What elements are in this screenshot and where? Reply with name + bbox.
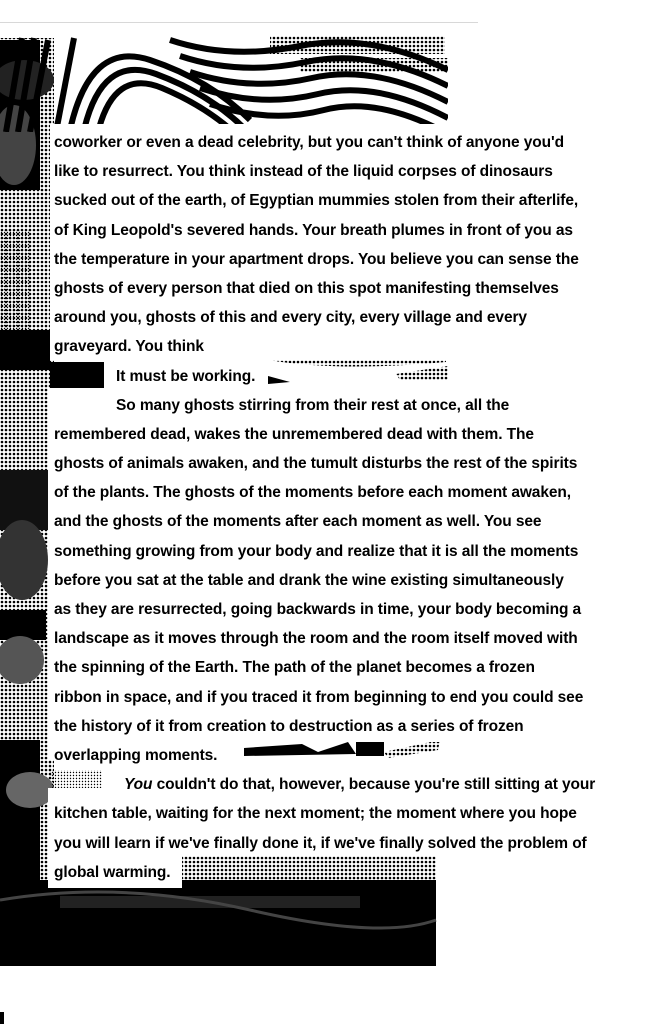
text-line: ghosts of every person that died on this spot manifesting themselves bbox=[54, 279, 559, 297]
text-line: before you sat at the table and drank the wine existing simultaneously bbox=[54, 571, 564, 589]
final-paragraph-start bbox=[54, 770, 595, 799]
text-line: as they are resurrected, going backwards in time, your body becoming a bbox=[54, 601, 582, 618]
text-line: something growing from your body and realize that it is all the moments bbox=[54, 542, 579, 560]
text-line: you will learn if we've finally done it, if we've finally solved the problem of bbox=[54, 834, 587, 852]
emphasis-you: You bbox=[124, 776, 153, 794]
text-line: So many ghosts stirring from their rest at once, all the bbox=[116, 396, 510, 414]
story-text bbox=[54, 128, 595, 887]
final-first-line: couldn't do that, however, because you're still sitting at your bbox=[152, 776, 596, 794]
text-line: landscape as it moves through the room and the room itself moved with bbox=[54, 630, 578, 648]
text-line: of King Leopold's severed hands. Your breath plumes in front of you as bbox=[54, 221, 573, 239]
text-line: the history of it from creation to destruction as a series of frozen bbox=[54, 717, 524, 735]
text-line: coworker or even a dead celebrity, but you can't think of anyone you'd bbox=[54, 134, 564, 151]
text-line: kitchen table, waiting for the next moment; the moment where you hope bbox=[54, 805, 577, 823]
text-line: sucked out of the earth, of Egyptian mummies stolen from their afterlife, bbox=[54, 192, 579, 210]
text-line: around you, ghosts of this and every city, every village and every bbox=[54, 309, 527, 327]
text-line: of the plants. The ghosts of the moments before each moment awaken, bbox=[54, 484, 571, 502]
text-line: the spinning of the Earth. The path of the planet becomes a frozen bbox=[54, 659, 535, 677]
crop-mark bbox=[0, 1012, 4, 1024]
text-line: remembered dead, wakes the unremembered dead with them. The bbox=[54, 425, 534, 443]
text-line: and the ghosts of the moments after each moment as well. You see bbox=[54, 513, 542, 531]
text-line: global warming. bbox=[54, 863, 171, 881]
text-line: like to resurrect. You think instead of the liquid corpses of dinosaurs bbox=[54, 163, 553, 181]
text-line: overlapping moments. bbox=[54, 746, 218, 764]
text-line: ghosts of animals awaken, and the tumult disturbs the rest of the spirits bbox=[54, 455, 578, 473]
quote-line: It must be working. bbox=[116, 367, 256, 385]
text-line: ribbon in space, and if you traced it from beginning to end you could see bbox=[54, 688, 584, 706]
text-line: the temperature in your apartment drops. You believe you can sense the bbox=[54, 250, 579, 268]
text-line: graveyard. You think bbox=[54, 338, 204, 356]
